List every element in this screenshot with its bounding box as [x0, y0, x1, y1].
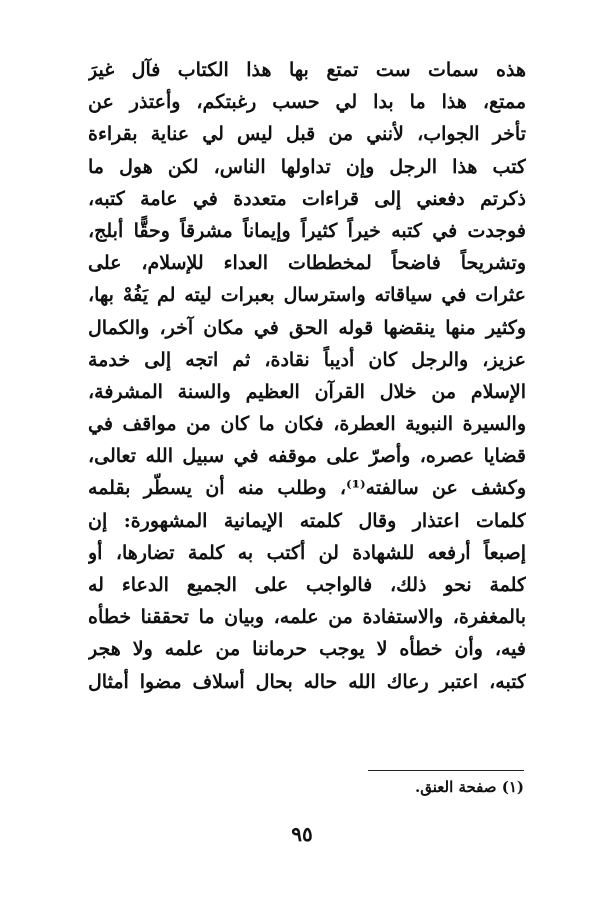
- body-line: إصبعاً أرفعه للشهادة لن أكتب به كلمة تضارها، أو: [88, 541, 526, 564]
- body-line: هذه سمات ست تمتع بها هذا الكتاب فآل غيرَ: [88, 59, 526, 81]
- body-line: وتشريحاً فاضحاً لمخططات العداء للإسلام، على: [88, 252, 526, 275]
- body-line: كتبه، اعتبر رعاك الله حاله بحال أسلاف مضوا أمثال: [88, 670, 526, 693]
- body-line: فوجدت في كتبه خيراً كثيراً وإيماناً مشرقاً وحقًّا أبلج،: [88, 219, 526, 242]
- body-line: بالمغفرة، والاستفادة من علمه، وبيان ما تحققنا خطأه: [88, 606, 526, 629]
- body-line: كتب هذا الرجل وإن تداولها الناس، لكن هول ما: [88, 155, 526, 178]
- body-line: والسيرة النبوية العطرة، فكان ما كان من مواقف في: [88, 413, 526, 436]
- body-line: قضايا عصره، وأصرّ على موقفه في سبيل الله تعالى،: [88, 445, 526, 468]
- body-line: فيه، وأن خطأه لا يوجب حرماننا من علمه ولا هجر: [88, 638, 526, 661]
- body-line: الإسلام من خلال القرآن العظيم والسنة المشرفة،: [88, 380, 526, 403]
- body-line: وكشف عن سالفته⁽¹⁾، وطلب منه أن يسطّر بقلمه: [88, 477, 526, 500]
- body-line: ذكرتم دفعني إلى قراءات متعددة في عامة كتبه،: [88, 187, 526, 210]
- body-line: ممتع، هذا ما بدا لي حسب رغبتكم، وأعتذر عن: [88, 91, 526, 114]
- body-line: كلمات اعتذار وقال كلمته الإيمانية المشهورة: إن: [88, 509, 526, 532]
- footnote-divider: [368, 770, 524, 771]
- body-line: وكثير منها ينقضها قوله الحق في مكان آخر، والكمال: [88, 316, 526, 339]
- body-text: [88, 54, 526, 698]
- page-number: ٩٥: [291, 822, 313, 846]
- body-line: كلمة نحو ذلك، فالواجب على الجميع الدعاء له: [88, 574, 526, 596]
- body-line: تأخر الجواب، لأنني من قبل ليس لي عناية بقراءة: [88, 123, 526, 146]
- body-line: عزيز، والرجل كان أديباً نقادة، ثم اتجه إلى خدمة: [88, 348, 526, 371]
- body-line: عثرات في سياقاته واسترسال بعبرات ليته لم يَفُهْ بها،: [88, 284, 526, 307]
- footnote: (١) صفحة العنق.: [415, 778, 524, 796]
